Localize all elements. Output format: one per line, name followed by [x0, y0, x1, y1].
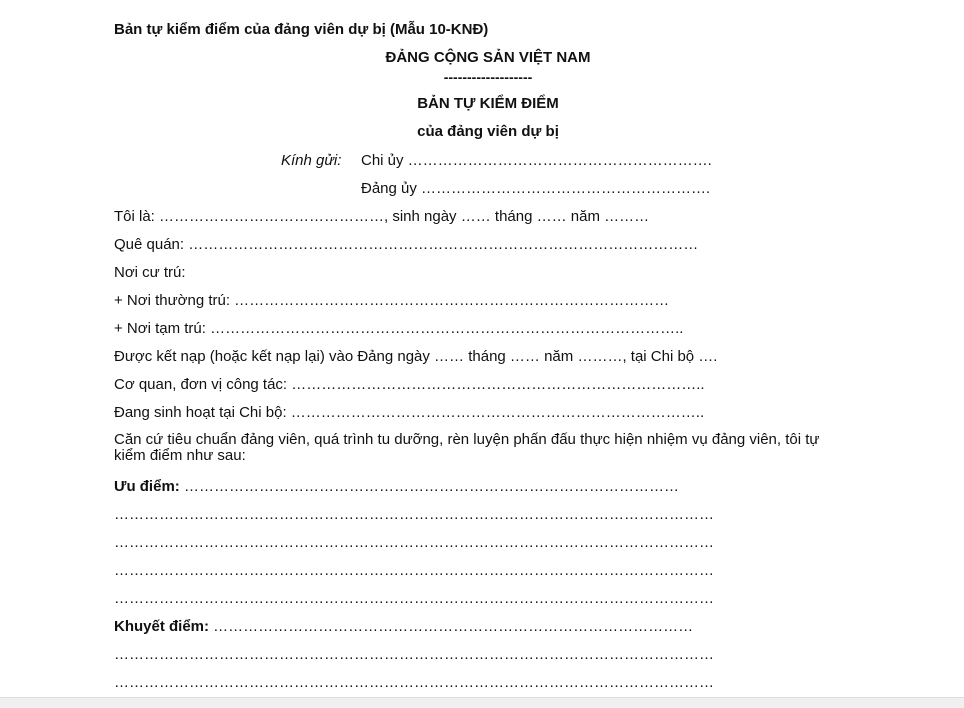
strengths-blank-line: …………………………………………………………………………………………………………: [114, 562, 714, 579]
strengths-label: Ưu điểm:: [114, 478, 180, 495]
field-name: Tôi là: ………………………………………, sinh ngày …… tháng …… năm ………: [114, 208, 650, 225]
weaknesses-line: [114, 618, 693, 636]
party-name: ĐẢNG CỘNG SẢN VIỆT NAM: [385, 49, 591, 66]
horizontal-scrollbar[interactable]: [0, 697, 964, 708]
field-temporary-residence: + Nơi tạm trú: …………………………………………………………………………………..: [114, 320, 684, 337]
field-admission-date: Được kết nạp (hoặc kết nạp lại) vào Đảng ngày …… tháng …… năm ………, tại Chi bộ ….: [114, 348, 718, 365]
recipient-label: Kính gửi:: [281, 152, 342, 169]
document-title: BẢN TỰ KIỂM ĐIỂM: [417, 95, 559, 112]
field-workplace: Cơ quan, đơn vị công tác: ………………………………………………………………………..: [114, 376, 705, 393]
weaknesses-blank-line: …………………………………………………………………………………………………………: [114, 674, 714, 691]
weaknesses-dots: ……………………………………………………………………………………: [209, 618, 694, 635]
weaknesses-blank-line: …………………………………………………………………………………………………………: [114, 646, 714, 663]
field-residence: Nơi cư trú:: [114, 264, 186, 281]
strengths-blank-line: …………………………………………………………………………………………………………: [114, 534, 714, 551]
separator: -------------------: [443, 69, 533, 85]
strengths-blank-line: …………………………………………………………………………………………………………: [114, 506, 714, 523]
recipient-chi-uy: Chi ủy …………………………………………………….: [361, 152, 712, 169]
strengths-blank-line: …………………………………………………………………………………………………………: [114, 590, 714, 607]
field-hometown: Quê quán: …………………………………………………………………………………………: [114, 236, 699, 253]
document-subtitle: của đảng viên dự bị: [417, 123, 559, 140]
weaknesses-label: Khuyết điểm:: [114, 618, 210, 635]
strengths-dots: ………………………………………………………………………………………: [179, 478, 679, 495]
form-title: Bản tự kiểm điểm của đảng viên dự bị (Mẫu 10-KNĐ): [114, 21, 489, 38]
basis-paragraph: Căn cứ tiêu chuẩn đảng viên, quá trình tu dưỡng, rèn luyện phấn đấu thực hiện nhiệm vụ đảng viên, tôi tự kiểm điểm như sau:: [114, 431, 820, 464]
strengths-line: [114, 478, 679, 496]
field-party-branch: Đang sinh hoạt tại Chi bộ: ………………………………………………………………………..: [114, 404, 705, 421]
recipient-dang-uy: Đảng ủy ………………………………………………….: [361, 180, 711, 197]
field-permanent-residence: + Nơi thường trú: ……………………………………………………………………………: [114, 292, 670, 309]
